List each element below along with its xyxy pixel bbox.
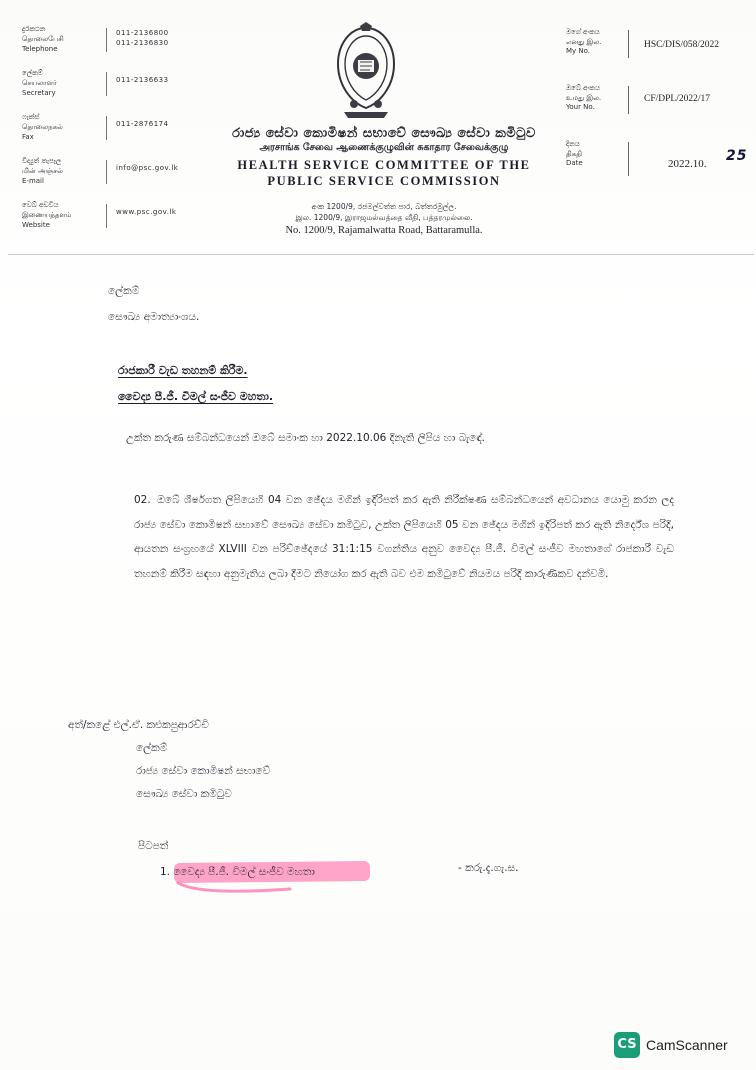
contact-value: www.psc.gov.lk: [116, 208, 177, 216]
signer-title: ලේකම්: [136, 742, 168, 754]
organization-name: [190, 126, 578, 236]
contact-value: info@psc.gov.lk: [116, 164, 179, 172]
ref-your-number: [566, 82, 748, 138]
divider: [106, 72, 107, 96]
ref-value: HSC/DIS/058/2022: [644, 40, 719, 50]
contact-label: ලේකම් செயலாளர் Secretary: [22, 69, 57, 97]
ref-label: මගේ අංකය எனது இல. My No.: [566, 28, 602, 55]
ref-label: දිනය திகதி Date: [566, 140, 583, 167]
copies-label: පිටපත්: [138, 840, 169, 852]
paragraph-text: ඔබේ ශීර්ෂගත ලිපියෙහි 04 වන ඡේදය මගින් ඉදිරිපත් කර ඇති නිරීක්ෂණ සම්බන්ධයෙන් අවධානය යොමු කරන ලද රාජ්‍ය සේවා කොමිෂන් සභාවේ සෞඛ්‍ය සේවා කමිටුව, උක්ත ලිපියෙහි 05 වන ඡේදය මගින් ඉදිරිපත් කර ඇති නිර්දේශ පරිදි, ආයතන සංග්‍රහයේ XLVIII වන පරිච්ඡේදයේ 31:1:15 වගන්තිය අනුව වෛද්‍ය පී.ජී. විමල් සංජීව මහතාගේ රාජකාරී වැඩ තහනම් කිරීම සඳහා අනුමැතිය ලබා දීමට නියෝග කර ඇති බව එම කමිටුවේ නියමය පරිදි කාරුණිකව දන්වමි.: [134, 494, 674, 580]
divider: [106, 28, 107, 52]
signature-block: [68, 714, 270, 806]
copy-note: - කරු.දැ.ගැ.ස.: [458, 862, 519, 874]
letterhead: [8, 22, 748, 254]
subject-line1: රාජකාරී වැඩ තහනම් කිරීම.: [118, 364, 248, 377]
org-name-english-line2: PUBLIC SERVICE COMMISSION: [267, 174, 501, 188]
subject: [118, 358, 273, 410]
paragraph-reference: උක්ත කරුණ සම්බන්ධයෙන් ඔබේ සමාංක හා 2022.10.06 දිනැති ලිපිය හා බැඳේ.: [126, 432, 486, 444]
divider: [628, 142, 633, 176]
signer-name: අත්/කළේ එල්.ඒ. කළුකපුආරච්චි: [68, 719, 209, 731]
reference-details: [566, 26, 748, 194]
ref-date: [566, 138, 748, 194]
ref-value: CF/DPL/2022/17: [644, 94, 710, 104]
divider: [106, 116, 107, 140]
national-emblem-icon: [330, 22, 402, 120]
contact-value: 011-2136800 011-2136830: [116, 29, 169, 47]
org-name-english-line1: HEALTH SERVICE COMMITTEE OF THE: [237, 158, 531, 172]
highlighter-stroke: [174, 880, 294, 894]
date-handwritten-day: 25: [726, 148, 748, 164]
org-name-tamil: அரசாங்க சேவை ஆணைக்குழுவின் சுகாதார சேவைக்குழு: [259, 142, 509, 153]
org-name-sinhala: රාජ්‍ය සේවා කොමිෂන් සභාවේ සෞඛ්‍ය සේවා කමිටුව: [232, 126, 536, 141]
recipient-org: සෞඛ්‍ය අමාත්‍යාංශය.: [108, 311, 200, 323]
contact-label: විද්‍යුත් තැපෑල மின் அஞ்சல் E-mail: [22, 157, 63, 185]
contact-value: 011-2876174: [116, 120, 169, 128]
date-value: 2022.10.: [668, 158, 707, 170]
signer-org-line2: සෞඛ්‍ය සේවා කමිටුව: [136, 788, 232, 800]
signer-org-line1: රාජ්‍ය සේවා කොමිෂන් සභාවේ: [136, 765, 271, 777]
paragraph-main: [134, 488, 674, 586]
recipient: [108, 278, 199, 330]
contact-fax: [22, 110, 202, 154]
contact-value: 011-2136633: [116, 76, 169, 84]
recipient-title: ලේකම්: [108, 285, 140, 297]
contact-website: [22, 198, 202, 242]
divider: [106, 204, 107, 228]
divider: [628, 30, 633, 58]
divider: [628, 86, 633, 114]
letterhead-divider: [8, 254, 754, 255]
contact-secretary: [22, 66, 202, 110]
camscanner-watermark: CamScanner: [646, 1037, 728, 1053]
contact-details: [22, 22, 202, 242]
contact-label: වෙබ් අඩවිය இணையத்தளம் Website: [22, 201, 72, 229]
contact-label: ෆැක්ස් தொலைநகல் Fax: [22, 113, 63, 141]
address-tamil: இல. 1200/9, இராஜமல்வத்தை வீதி, பத்தரமுல்லை.: [295, 213, 473, 222]
camscanner-logo-icon: CS: [614, 1032, 640, 1058]
contact-label: දුරකථන தொலைபேசி Telephone: [22, 25, 64, 53]
org-name-english: [190, 157, 578, 189]
contact-email: [22, 154, 202, 198]
paragraph-number: 02.: [134, 494, 151, 506]
ref-my-number: [566, 26, 748, 82]
divider: [106, 160, 107, 184]
address-english: No. 1200/9, Rajamalwatta Road, Battaramulla.: [285, 225, 483, 236]
ref-label: ඔබේ අංකය உமது இல. Your No.: [566, 84, 602, 111]
address-sinhala: අංක 1200/9, රජමල්වත්ත පාර, බත්තරමුල්ල.: [311, 202, 457, 211]
contact-telephone: [22, 22, 202, 66]
subject-line2: වෛද්‍ය පී.ජී. විමල් සංජීව මහතා.: [118, 390, 274, 403]
copy-recipient: 1. වෛද්‍ය පී.ජී. විමල් සංජීව මහතා: [160, 866, 315, 878]
